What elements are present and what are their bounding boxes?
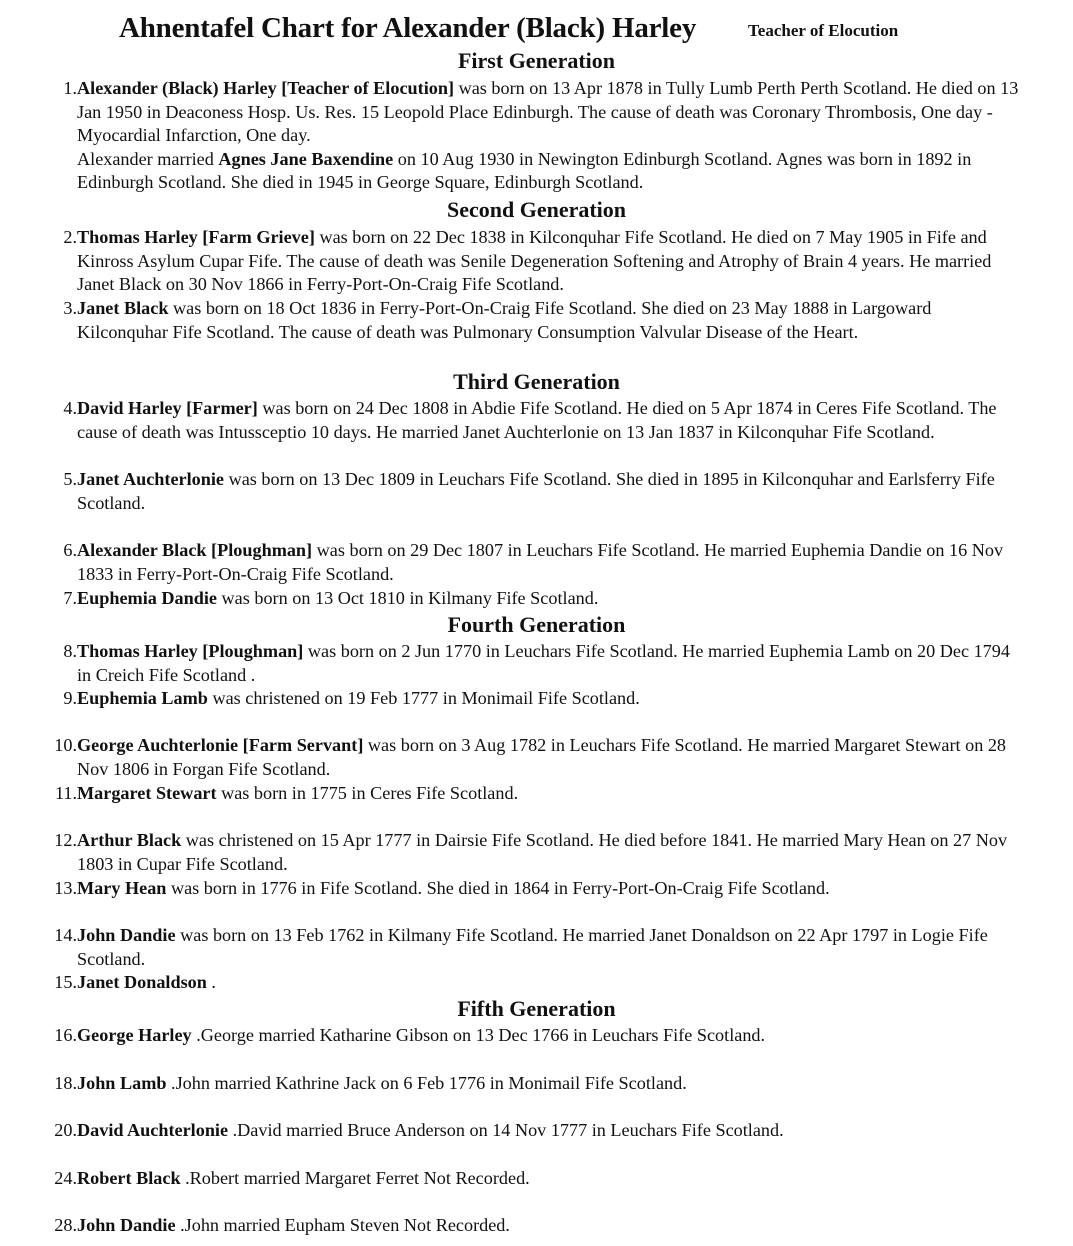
entry-8 [46, 640, 1021, 687]
entry-name: George Harley [77, 1025, 192, 1045]
entry-name: John Lamb [77, 1073, 167, 1093]
entry-name: John Dandie [77, 1215, 176, 1235]
entry-text: was born on 13 Feb 1762 in Kilmany Fife Scotland. He married Janet Donaldson on 22 Apr 1797 in Logie Fife Scotland. [77, 925, 988, 969]
entry-15 [46, 971, 1021, 995]
entry-28 [46, 1214, 1021, 1238]
entry-number: 5. [63, 469, 77, 489]
entry-14 [46, 924, 1021, 971]
entry-name: John Dandie [77, 925, 176, 945]
entry-name: Alexander Black [Ploughman] [77, 540, 313, 560]
entry-12 [46, 829, 1021, 876]
entry-text: .George married Katharine Gibson on 13 Dec 1766 in Leuchars Fife Scotland. [191, 1025, 766, 1045]
entry-name: Thomas Harley [Ploughman] [77, 641, 304, 661]
entry-18 [46, 1072, 1021, 1096]
entry-2 [46, 226, 1021, 297]
page-title: Ahnentafel Chart for Alexander (Black) Harley [119, 12, 697, 44]
entry-number: 14. [54, 925, 77, 945]
entry-name: Alexander (Black) Harley [Teacher of Elocution] [77, 78, 455, 98]
entry-text: was born on 22 Dec 1838 in Kilconquhar Fife Scotland. He died on 7 May 1905 in Fife and Kinross Asylum Cupar Fife. The cause of death was Senile Degeneration Softening and Atrophy of Brain 4 years. He married Janet Black on 30 Nov 1866 in Ferry-Port-On-Craig Fife Scotland. [77, 227, 992, 295]
entry-9 [46, 687, 1021, 711]
entry-name: Thomas Harley [Farm Grieve] [77, 227, 315, 247]
entry-7 [46, 587, 1021, 611]
entry-number: 10. [54, 735, 77, 755]
entry-24 [46, 1167, 1021, 1191]
entry-text: was born on 2 Jun 1770 in Leuchars Fife Scotland. He married Euphemia Lamb on 20 Dec 1794 in Creich Fife Scotland . [77, 641, 1010, 685]
entry-name: Janet Black [77, 298, 169, 318]
title-row [0, 12, 1073, 52]
entry-number: 13. [54, 878, 77, 898]
marriage-post: on 10 Aug 1930 in Newington Edinburgh Scotland. Agnes was born in 1892 in Edinburgh Scotland. She died in 1945 in George Square, Edinburgh Scotland. [77, 148, 972, 193]
entry-name: David Auchterlonie [77, 1120, 229, 1140]
entry-number: 15. [54, 972, 77, 992]
entry-number: 11. [54, 783, 77, 803]
entry-5 [46, 468, 1021, 515]
entry-number: 18. [54, 1073, 77, 1093]
entry-text: .Robert married Margaret Ferret Not Recorded. [180, 1168, 530, 1188]
entry-name: Euphemia Dandie [77, 588, 217, 608]
entry-number: 8. [63, 641, 77, 661]
entry-4 [46, 397, 1021, 444]
entry-number: 4. [63, 398, 77, 418]
entry-number: 7. [63, 588, 77, 608]
entry-13 [46, 877, 1021, 901]
entry-number: 3. [63, 298, 77, 318]
spouse-name: Agnes Jane Baxendine [218, 148, 394, 169]
entry-text: was born in 1776 in Fife Scotland. She died in 1864 in Ferry-Port-On-Craig Fife Scotland. [166, 878, 830, 898]
entry-text: was born on 13 Apr 1878 in Tully Lumb Perth Perth Scotland. He died on 13 Jan 1950 in Deaconess Hosp. Us. Res. 15 Leopold Place Edinburgh. The cause of death was Coronary Thrombosis, One day - Myocardial Infarction, One day. [77, 78, 1019, 146]
entry-number: 16. [54, 1025, 77, 1045]
entry-name: Margaret Stewart [77, 783, 217, 803]
entry-text: was born on 29 Dec 1807 in Leuchars Fife Scotland. He married Euphemia Dandie on 16 Nov 1833 in Ferry-Port-On-Craig Fife Scotland. [77, 540, 1004, 584]
generation-heading-third: Third Generation [453, 369, 620, 394]
entry-1 [46, 77, 1021, 195]
entry-name: Janet Donaldson [77, 972, 207, 992]
marriage-line [77, 148, 1021, 195]
entry-text: . [206, 972, 216, 992]
entry-text: was christened on 19 Feb 1777 in Monimail Fife Scotland. [207, 688, 640, 708]
entry-6 [46, 539, 1021, 586]
entry-text: .David married Bruce Anderson on 14 Nov 1777 in Leuchars Fife Scotland. [228, 1120, 784, 1140]
entry-11 [46, 782, 1021, 806]
marriage-pre: Alexander married [77, 148, 219, 169]
generation-heading-fifth: Fifth Generation [457, 996, 616, 1021]
entry-text: was born on 3 Aug 1782 in Leuchars Fife Scotland. He married Margaret Stewart on 28 Nov 1806 in Forgan Fife Scotland. [77, 735, 1007, 779]
entry-text: was born on 13 Dec 1809 in Leuchars Fife Scotland. She died in 1895 in Kilconquhar and Earlsferry Fife Scotland. [77, 469, 995, 513]
entry-name: Janet Auchterlonie [77, 469, 225, 489]
entry-number: 24. [54, 1168, 77, 1188]
entry-name: Robert Black [77, 1168, 181, 1188]
entry-number: 2. [63, 227, 77, 247]
entry-3 [46, 297, 1021, 344]
entry-number: 12. [54, 830, 77, 850]
entry-text: was born on 13 Oct 1810 in Kilmany Fife Scotland. [216, 588, 599, 608]
entry-text: was born in 1775 in Ceres Fife Scotland. [216, 783, 519, 803]
entry-number: 20. [54, 1120, 77, 1140]
entry-number: 9. [63, 688, 77, 708]
entry-10 [46, 734, 1021, 781]
entry-name: Euphemia Lamb [77, 688, 208, 708]
generation-heading-second: Second Generation [446, 197, 627, 222]
entry-number: 28. [54, 1215, 77, 1235]
entry-text: .John married Eupham Steven Not Recorded. [175, 1215, 510, 1235]
title-occupation-label: Teacher of Elocution [748, 21, 899, 40]
entry-16 [46, 1024, 1021, 1048]
entry-20 [46, 1119, 1021, 1143]
entry-name: David Harley [Farmer] [77, 398, 258, 418]
entry-name: George Auchterlonie [Farm Servant] [77, 735, 364, 755]
entry-text: was christened on 15 Apr 1777 in Dairsie Fife Scotland. He died before 1841. He married Mary Hean on 27 Nov 1803 in Cupar Fife Scotland. [77, 830, 1008, 874]
entry-number: 1. [63, 78, 77, 98]
entry-text: was born on 24 Dec 1808 in Abdie Fife Scotland. He died on 5 Apr 1874 in Ceres Fife Scotland. The cause of death was Intussceptio 10 days. He married Janet Auchterlonie on 13 Jan 1837 in Kilconquhar Fife Scotland. [77, 398, 997, 442]
entry-text: .John married Kathrine Jack on 6 Feb 1776 in Monimail Fife Scotland. [166, 1073, 687, 1093]
entry-number: 6. [63, 540, 77, 560]
generation-heading-first: First Generation [457, 48, 616, 73]
entry-text: was born on 18 Oct 1836 in Ferry-Port-On-Craig Fife Scotland. She died on 23 May 1888 in Largoward Kilconquhar Fife Scotland. The cause of death was Pulmonary Consumption Valvular Disease of the Heart. [77, 298, 932, 342]
entry-name: Arthur Black [77, 830, 182, 850]
generation-heading-fourth: Fourth Generation [447, 612, 626, 637]
entry-name: Mary Hean [77, 878, 167, 898]
